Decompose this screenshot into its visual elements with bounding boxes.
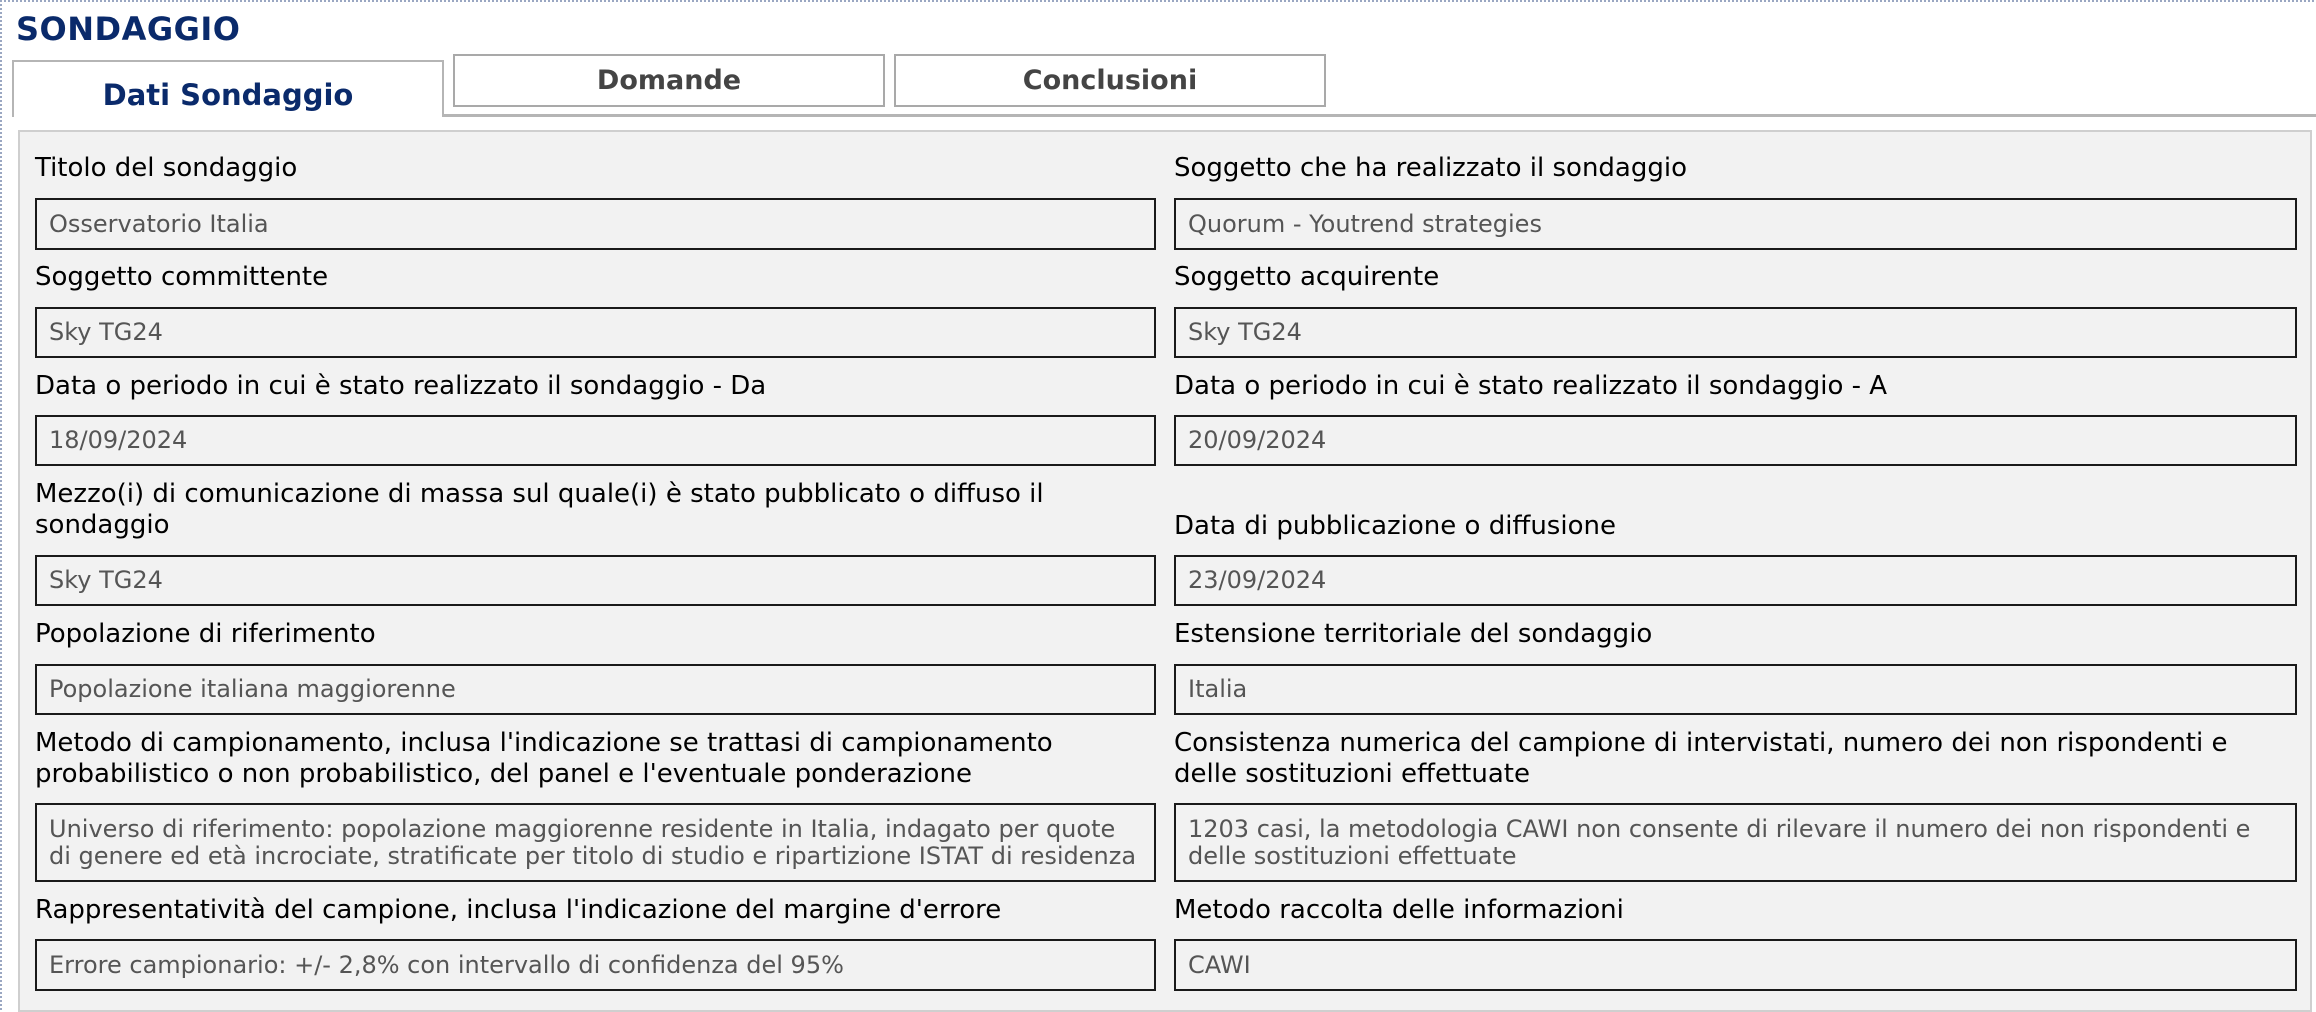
acquirente-field[interactable]: Sky TG24 <box>1174 307 2297 358</box>
soggetto-realizzatore-field[interactable]: Quorum - Youtrend strategies <box>1174 198 2297 250</box>
rappresentativita-label: Rappresentatività del campione, inclusa l'indicazione del margine d'errore <box>35 895 1002 925</box>
titolo-field[interactable]: Osservatorio Italia <box>35 198 1156 250</box>
metodo-campionamento-label: Metodo di campionamento, inclusa l'indicazione se trattasi di campionamento probabilistico o non probabilistico, del panel e l'eventuale ponderazione <box>35 728 1053 789</box>
titolo-label: Titolo del sondaggio <box>35 153 298 183</box>
rappresentativita-field[interactable]: Errore campionario: +/- 2,8% con intervallo di confidenza del 95% <box>35 939 1156 991</box>
data-da-field[interactable]: 18/09/2024 <box>35 415 1156 466</box>
tab-dati-sondaggio[interactable]: Dati Sondaggio <box>12 60 444 117</box>
acquirente-label: Soggetto acquirente <box>1174 262 1440 292</box>
tabs-divider <box>300 114 2316 117</box>
consistenza-field[interactable]: 1203 casi, la metodologia CAWI non consente di rilevare il numero dei non rispondenti e delle sostituzioni effettuate <box>1174 803 2297 882</box>
data-pubblicazione-field[interactable]: 23/09/2024 <box>1174 555 2297 606</box>
estensione-label: Estensione territoriale del sondaggio <box>1174 619 1653 649</box>
tab-domande[interactable]: Domande <box>453 54 885 107</box>
committente-field[interactable]: Sky TG24 <box>35 307 1156 358</box>
metodo-raccolta-label: Metodo raccolta delle informazioni <box>1174 895 1624 925</box>
tab-conclusioni[interactable]: Conclusioni <box>894 54 1326 107</box>
mezzo-label: Mezzo(i) di comunicazione di massa sul quale(i) è stato pubblicato o diffuso il sondaggio <box>35 479 1044 540</box>
data-pubblicazione-label: Data di pubblicazione o diffusione <box>1174 511 1616 541</box>
popolazione-field[interactable]: Popolazione italiana maggiorenne <box>35 664 1156 715</box>
metodo-raccolta-field[interactable]: CAWI <box>1174 939 2297 991</box>
data-a-field[interactable]: 20/09/2024 <box>1174 415 2297 466</box>
estensione-field[interactable]: Italia <box>1174 664 2297 715</box>
page-title: SONDAGGIO <box>16 10 241 48</box>
soggetto-realizzatore-label: Soggetto che ha realizzato il sondaggio <box>1174 153 1687 183</box>
consistenza-label: Consistenza numerica del campione di intervistati, numero dei non rispondenti e delle sostituzioni effettuate <box>1174 728 2228 789</box>
mezzo-field[interactable]: Sky TG24 <box>35 555 1156 606</box>
metodo-campionamento-field[interactable]: Universo di riferimento: popolazione maggiorenne residente in Italia, indagato per quote di genere ed età incrociate, stratificate per titolo di studio e ripartizione ISTAT di residenza <box>35 803 1156 882</box>
data-da-label: Data o periodo in cui è stato realizzato il sondaggio - Da <box>35 371 767 401</box>
popolazione-label: Popolazione di riferimento <box>35 619 376 649</box>
committente-label: Soggetto committente <box>35 262 329 292</box>
data-a-label: Data o periodo in cui è stato realizzato il sondaggio - A <box>1174 371 1888 401</box>
